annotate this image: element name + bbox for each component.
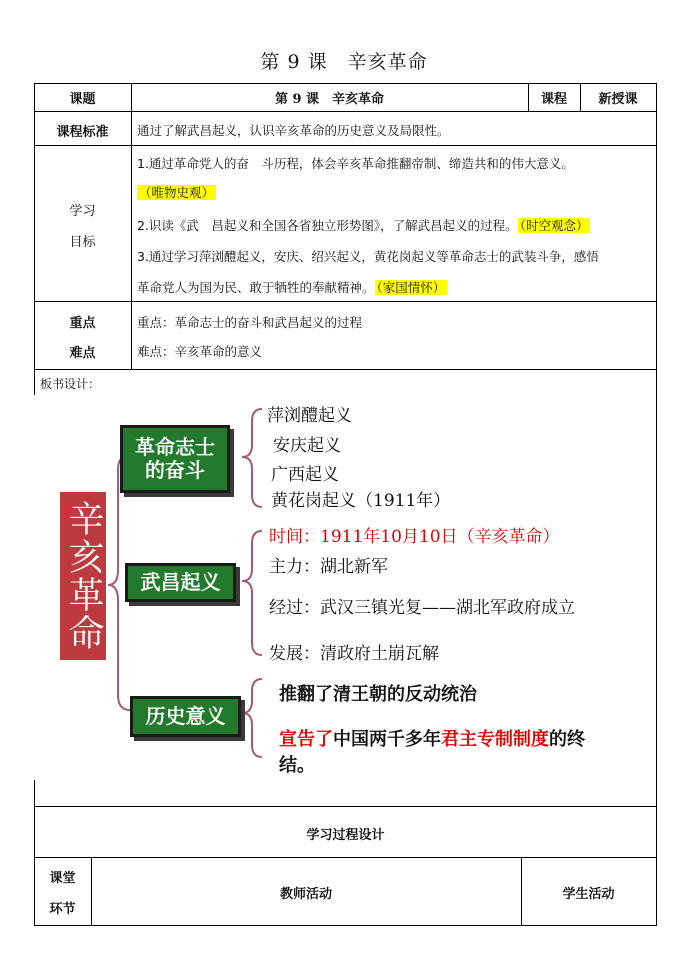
difficulty-point: 难点：辛亥革命的意义 [137, 344, 263, 359]
branch1-item: 黄花岗起义（1911年） [271, 491, 451, 511]
objective-1-tag: （唯物史观） [139, 185, 215, 200]
objective-3-line2: 革命党人为国为民、敢于牺牲的奉献精神。 [137, 280, 375, 295]
process-design-title: 学习过程设计 [306, 828, 385, 843]
document-title: 第 9 课 辛亥革命 [260, 51, 428, 73]
course-type: 新授课 [598, 92, 638, 107]
teacher-activity-header: 教师活动 [279, 887, 332, 902]
key-label: 重点 [69, 316, 96, 331]
objective-2: 2.识读《武 昌起义和全国各省独立形势图》，了解武昌起义的过程。 [137, 218, 518, 233]
standard-text: 通过了解武昌起义，认识辛亥革命的历史意义及局限性。 [137, 123, 450, 138]
segment-label-2: 环节 [49, 902, 76, 917]
branch-struggle-box [120, 425, 230, 493]
uprising-development: 发展：清政府土崩瓦解 [269, 644, 439, 664]
branch1-item: 萍浏醴起义 [267, 406, 352, 426]
board-design [34, 395, 654, 780]
branch-wuchang-box [125, 563, 236, 602]
topic-label: 课题 [69, 92, 96, 107]
significance-black-2: 的终 [549, 729, 585, 750]
objective-1: 1.通过革命党人的奋 斗历程，体会辛亥革命推翻帝制、缔造共和的伟大意义。 [137, 156, 574, 171]
branch1-title-2: 的奋斗 [145, 458, 205, 482]
branch3-title: 历史意义 [145, 704, 226, 728]
center-title: 辛亥革命 [63, 500, 104, 652]
objective-3-line1: 3.通过学习萍浏醴起义，安庆、绍兴起义，黄花岗起义等革命志士的武装斗争，感悟 [137, 249, 599, 264]
student-activity-header: 学生活动 [562, 887, 615, 902]
objectives-label-1: 学习 [69, 204, 96, 219]
segment-label-1: 课堂 [49, 871, 76, 886]
significance-black-1: 中国两千多年 [333, 729, 441, 750]
branch1-item: 广西起义 [271, 465, 339, 485]
standard-label: 课程标准 [56, 125, 109, 140]
branch1-item: 安庆起义 [273, 436, 341, 456]
uprising-main-force: 主力：湖北新军 [269, 557, 388, 577]
branch-significance-box [130, 696, 241, 737]
uprising-process: 经过：武汉三镇光复——湖北军政府成立 [269, 598, 575, 618]
board-label: 板书设计： [40, 377, 101, 391]
uprising-time: 时间：1911年10月10日（辛亥革命） [269, 527, 560, 547]
key-point: 重点：革命志士的奋斗和武昌起义的过程 [137, 315, 363, 330]
difficulty-label: 难点 [69, 346, 96, 361]
course-label: 课程 [540, 92, 567, 107]
objectives-label-2: 目标 [69, 235, 96, 250]
center-title-box [60, 492, 106, 660]
significance-line2 [279, 725, 585, 751]
topic-value: 第 9 课 辛亥革命 [274, 92, 385, 107]
significance-red-1: 宣告了 [279, 729, 333, 750]
branch2-title: 武昌起义 [140, 570, 221, 594]
objective-3-tag: （家国情怀） [376, 280, 446, 295]
significance-line1: 推翻了清王朝的反动统治 [279, 684, 477, 705]
branch1-title-1: 革命志士 [135, 435, 215, 459]
significance-red-2: 君主专制制度 [441, 729, 549, 750]
significance-line3: 结。 [279, 755, 315, 776]
objective-2-tag: （时空观念） [519, 218, 589, 233]
